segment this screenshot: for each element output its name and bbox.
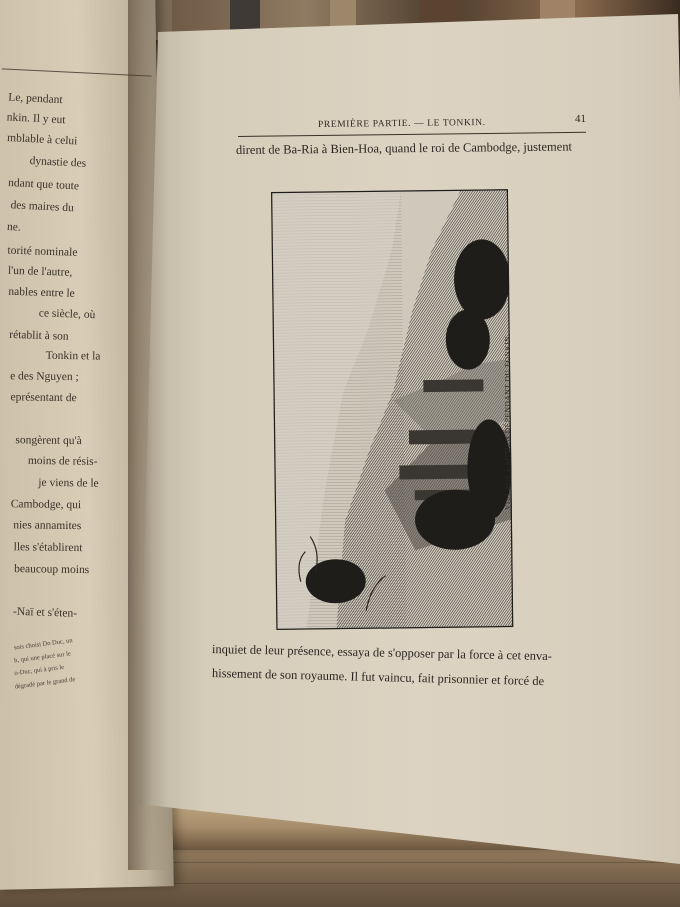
left-line: songèrent qu'à bbox=[15, 434, 82, 448]
left-line: Le, pendant bbox=[8, 91, 63, 107]
left-line: mblable à celui bbox=[6, 132, 78, 148]
left-line: Tonkin et la bbox=[45, 349, 101, 363]
page-number: 41 bbox=[574, 112, 587, 126]
left-line: l'un de l'autre, bbox=[7, 264, 73, 279]
left-line: Cambodge, qui bbox=[10, 498, 82, 512]
body-line: hissement de son royaume. Il fut vaincu, fait prisonnier et forcé de bbox=[211, 666, 545, 689]
left-line: e des Nguyen ; bbox=[10, 370, 79, 384]
left-line: ce siècle, où bbox=[38, 307, 96, 322]
left-line: torité nominale bbox=[7, 244, 78, 259]
left-line: dynastie des bbox=[29, 155, 87, 170]
left-footnote: h, qui une placé sur le bbox=[13, 650, 72, 665]
left-line: rétablit à son bbox=[9, 328, 69, 343]
left-line: eprésentant de bbox=[10, 391, 77, 405]
body-line-top: dirent de Ba-Ria à Bien-Hoa, quand le roi de Cambodge, justement bbox=[235, 139, 573, 157]
illustration-caption: VILLAGE LAOTIEN DÉPENDANT DU TONKIN. bbox=[503, 333, 512, 510]
left-line: nies annamites bbox=[13, 519, 82, 533]
body-line: inquiet de leur présence, essaya de s'opposer par la force à cet enva- bbox=[211, 642, 553, 664]
left-footnote: o-Duc, qui à pris le bbox=[14, 663, 65, 678]
left-line: -Naï et s'éten- bbox=[12, 605, 78, 620]
left-footnote: sois choisi Do Duc, un bbox=[13, 637, 73, 652]
book-gutter-shadow bbox=[128, 0, 168, 870]
left-line: des maires du bbox=[10, 199, 75, 215]
left-line: nkin. Il y eut bbox=[6, 111, 66, 127]
left-line: je viens de le bbox=[38, 476, 99, 490]
left-line: moins de résis- bbox=[27, 454, 98, 468]
left-line: nables entre le bbox=[8, 285, 75, 300]
left-line: lles s'établirent bbox=[13, 541, 83, 555]
village-engraving-illustration bbox=[271, 189, 513, 630]
left-line: beaucoup moins bbox=[14, 563, 90, 577]
running-head: PREMIÈRE PARTIE. — LE TONKIN. bbox=[317, 117, 486, 131]
left-line: ne. bbox=[6, 221, 21, 234]
left-footnote: dégradé par le grand de bbox=[14, 675, 76, 691]
left-line: ndant que toute bbox=[7, 176, 80, 193]
